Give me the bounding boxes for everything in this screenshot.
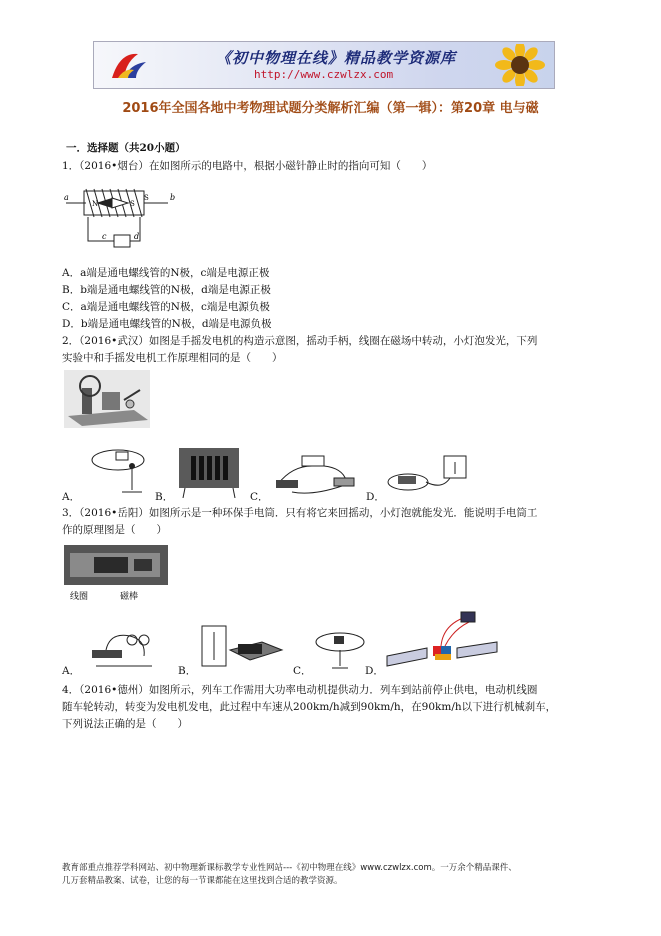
q4-stem-line1: 4．（2016•德州）如图所示，列车工作需用大功率电动机提供动力．列车到站前停止供电，电动机线圈 bbox=[62, 684, 538, 696]
q2-hand-generator-figure bbox=[64, 370, 150, 428]
q1-option-d: D．b端是通电螺线管的N极，d端是电源负极 bbox=[62, 318, 272, 330]
q1-option-b: B．b端是通电螺线管的N极，d端是电源正极 bbox=[62, 284, 271, 296]
q1-label-d: d bbox=[134, 232, 140, 241]
q1-label-c: c bbox=[102, 232, 107, 241]
q1-solenoid-circuit-figure bbox=[64, 183, 176, 249]
q1-label-s2: S bbox=[144, 194, 149, 202]
q2-stem-line2: 实验中和手摇发电机工作原理相同的是（ ） bbox=[62, 352, 283, 364]
q2-option-d-figure bbox=[386, 454, 472, 496]
q2-option-a-label: A． bbox=[62, 491, 81, 503]
q4-stem-line2: 随车轮转动，转变为发电机发电，此过程中车速从200km/h减到90km/h，在90km/h以下进行机械刹车， bbox=[62, 701, 557, 713]
q3-option-c-figure bbox=[310, 626, 370, 670]
banner-title: 《初中物理在线》精品教学资源库 bbox=[216, 49, 457, 67]
q3-stem-line1: 3．（2016•岳阳）如图所示是一种环保手电筒．只有将它来回摇动，小灯泡就能发光．能说明手电筒工 bbox=[62, 507, 538, 519]
footer-line2: 几万套精品教案、试卷，让您的每一节课都能在这里找到合适的教学资源。 bbox=[62, 876, 343, 886]
q2-option-d-label: D． bbox=[366, 491, 385, 503]
q2-option-c-label: C． bbox=[250, 491, 269, 503]
q2-option-c-figure bbox=[272, 452, 358, 496]
q1-label-s: S bbox=[130, 200, 135, 208]
q3-flashlight-figure bbox=[64, 545, 168, 603]
q3-label-coil: 线圈 bbox=[70, 592, 89, 602]
q2-option-a-figure bbox=[88, 436, 156, 498]
q1-label-a: a bbox=[64, 193, 69, 202]
sunflower-icon bbox=[480, 44, 550, 86]
q2-option-b-figure bbox=[177, 446, 241, 498]
footer-line1: 教育部重点推荐学科网站、初中物理新课标教学专业性网站---《初中物理在线》www.czwlzx.com。一万余个精品课件、 bbox=[62, 863, 517, 873]
q3-option-b-label: B． bbox=[178, 665, 197, 677]
q3-option-b-figure bbox=[198, 620, 284, 672]
q1-stem: 1．（2016•烟台）在如图所示的电路中，根据小磁针静止时的指向可知（ ） bbox=[62, 160, 433, 172]
banner-url[interactable]: http://www.czwlzx.com bbox=[254, 68, 394, 81]
section-heading: 一．选择题（共20小题） bbox=[66, 142, 186, 154]
q3-option-d-figure bbox=[383, 610, 501, 672]
q3-option-d-label: D． bbox=[365, 665, 384, 677]
q3-option-c-label: C． bbox=[293, 665, 312, 677]
q3-option-a-figure bbox=[86, 626, 160, 670]
q3-option-a-label: A． bbox=[62, 665, 81, 677]
q3-stem-line2: 作的原理图是（ ） bbox=[62, 524, 167, 536]
q1-option-c: C．a端是通电螺线管的N极，c端是电源负极 bbox=[62, 301, 270, 313]
q1-option-a: A．a端是通电螺线管的N极，c端是电源正极 bbox=[62, 267, 270, 279]
q4-stem-line3: 下列说法正确的是（ ） bbox=[62, 718, 188, 730]
site-banner bbox=[93, 41, 555, 89]
document-title: 2016年全国各地中考物理试题分类解析汇编（第一辑）：第20章 电与磁 bbox=[122, 101, 539, 116]
site-logo-icon bbox=[108, 48, 148, 82]
q2-option-b-label: B． bbox=[155, 491, 174, 503]
q2-stem-line1: 2．（2016•武汉）如图是手摇发电机的构造示意图，摇动手柄，线圈在磁场中转动，小灯泡发光，下列 bbox=[62, 335, 538, 347]
page-footer bbox=[62, 862, 602, 888]
q1-label-b: b bbox=[170, 193, 176, 202]
q1-label-n: N bbox=[92, 200, 99, 208]
q3-label-magnet: 磁棒 bbox=[120, 592, 139, 602]
